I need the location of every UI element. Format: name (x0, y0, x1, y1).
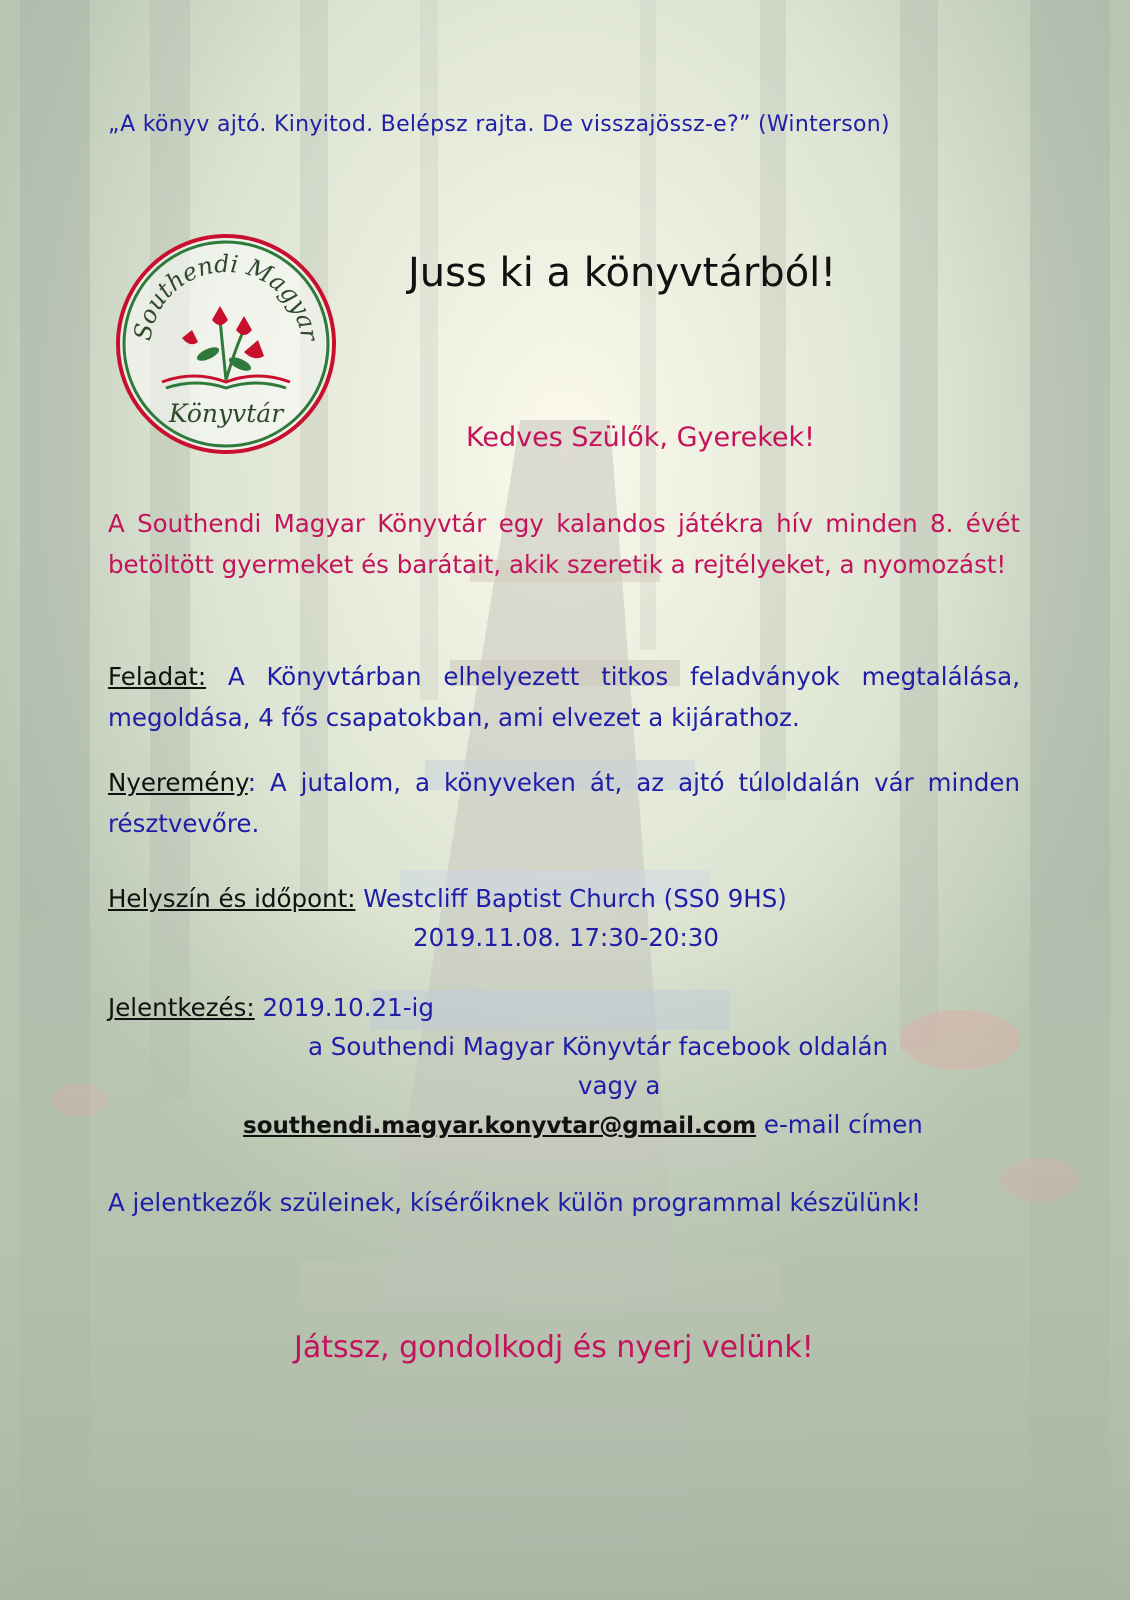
intro-paragraph: A Southendi Magyar Könyvtár egy kalandos játékra hív minden 8. évét betöltött gyermeket és barátait, akik szeretik a rejtélyeket, a nyomozást! (108, 509, 1020, 579)
prize-label: Nyeremény (108, 768, 248, 797)
task-section (108, 656, 1020, 738)
epigraph-quote: „A könyv ajtó. Kinyitod. Belépsz rajta. De visszajössz-e?” (Winterson) (108, 112, 890, 137)
library-logo (112, 230, 340, 458)
prize-section (108, 762, 1020, 844)
registration-deadline: 2019.10.21-ig (254, 993, 434, 1022)
email-link[interactable]: southendi.magyar.konyvtar@gmail.com (243, 1113, 757, 1139)
registration-row (108, 993, 434, 1022)
event-title: Juss ki a könyvtárból! (408, 250, 837, 296)
parents-note: A jelentkezők szüleinek, kísérőiknek külön programmal készülünk! (108, 1188, 921, 1217)
closing-line: Játssz, gondolkodj és nyerj velünk! (294, 1330, 814, 1365)
email-suffix: e-mail címen (756, 1110, 923, 1139)
svg-text:Könyvtár: Könyvtár (168, 399, 284, 428)
prize-text: : A jutalom, a könyveken át, az ajtó túloldalán vár minden résztvevőre. (108, 768, 1020, 838)
registration-label: Jelentkezés: (108, 993, 255, 1022)
event-time: 2019.11.08. 17:30-20:30 (413, 923, 719, 952)
svg-text:Southendi Magyar: Southendi Magyar (128, 249, 324, 343)
email-row (243, 1110, 923, 1139)
facebook-note: a Southendi Magyar Könyvtár facebook oldalán (308, 1032, 889, 1061)
task-label: Feladat: (108, 662, 207, 691)
venue-label: Helyszín és időpont: (108, 884, 356, 913)
greeting: Kedves Szülők, Gyerekek! (466, 422, 815, 453)
or-text: vagy a (578, 1071, 661, 1100)
venue-row (108, 884, 787, 913)
venue-place: Westcliff Baptist Church (SS0 9HS) (355, 884, 787, 913)
task-text: A Könyvtárban elhelyezett titkos feladványok megtalálása, megoldása, 4 fős csapatokban, ami elvezet a kijárathoz. (108, 662, 1020, 732)
